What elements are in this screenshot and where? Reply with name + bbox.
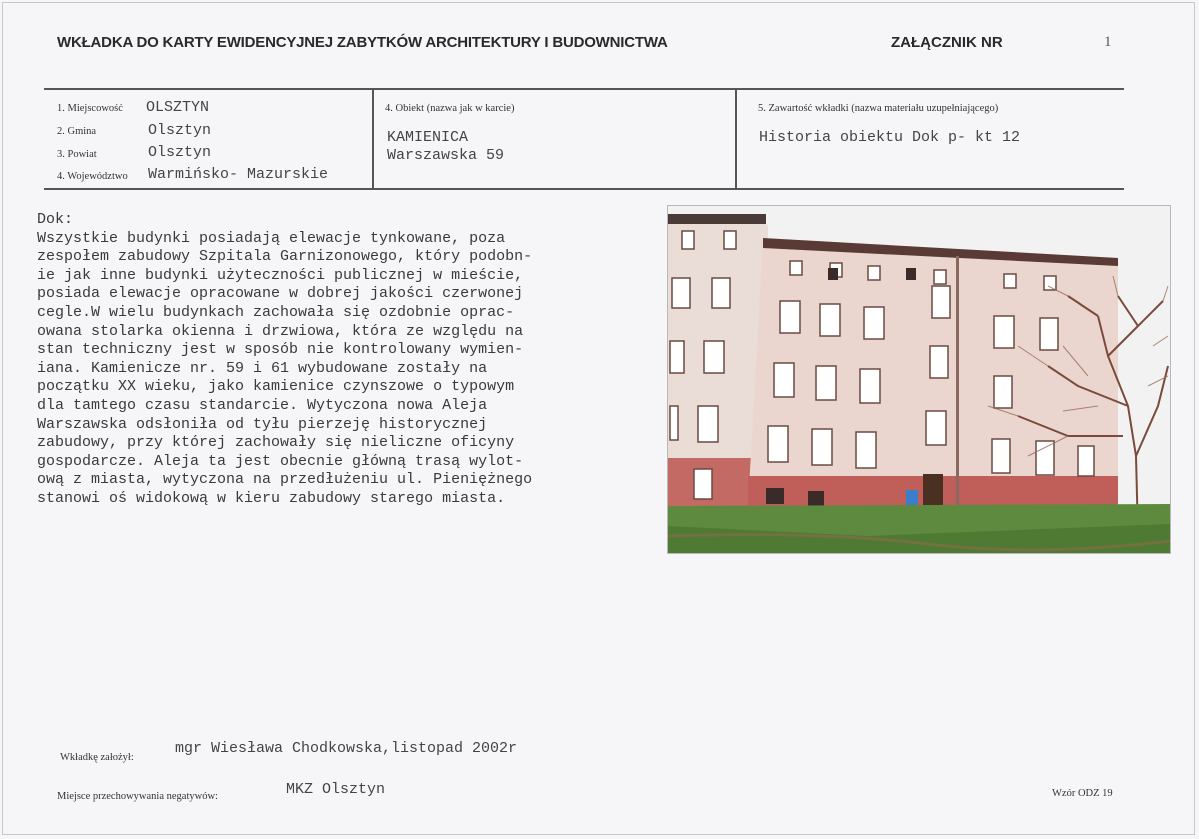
object-address: Warszawska 59: [387, 147, 505, 164]
contents-label: 5. Zawartość wkładki (nazwa materiału uzupełniającego): [758, 103, 999, 114]
author-value: mgr Wiesława Chodkowska,listopad 2002r: [175, 740, 518, 757]
object-label: 4. Obiekt (nazwa jak w karcie): [385, 103, 515, 114]
voivodeship-label: 4. Województwo: [57, 171, 128, 182]
commune-value: Olsztyn: [148, 122, 212, 139]
storage-value: MKZ Olsztyn: [286, 781, 386, 798]
building-photo: [668, 206, 1170, 553]
column-divider-2: [735, 88, 737, 190]
commune-label: 2. Gmina: [57, 126, 97, 137]
form-title: WKŁADKA DO KARTY EWIDENCYJNEJ ZABYTKÓW ARCHITEKTURY I BUDOWNICTWA: [57, 34, 668, 51]
header-divider-top: [44, 88, 1124, 90]
storage-label: Miejsce przechowywania negatywów:: [57, 791, 218, 802]
contents-value: Historia obiektu Dok p- kt 12: [759, 129, 1021, 146]
object-name: KAMIENICA: [387, 129, 469, 146]
town-value: OLSZTYN: [146, 99, 210, 116]
annex-label: ZAŁĄCZNIK NR: [891, 34, 1003, 51]
county-label: 3. Powiat: [57, 149, 97, 160]
form-code: Wzór ODZ 19: [1052, 788, 1113, 799]
page-number: 1: [1104, 34, 1112, 50]
column-divider-1: [372, 88, 374, 190]
description-text: Dok: Wszystkie budynki posiadają elewacje tynkowane, poza zespołem zabudowy Szpitala Garnizonowego, który podobn- ie jak inne budynki użyteczności publicznej w mieście, posiada elewacje opracowane w dobrej jakości czerwonej cegle.W wielu budynkach zachowała się ozdobnie oprac- owana stolarka okienna i drzwiowa, która ze względu na stan techniczny jest w sposób nie kontrolowany wymien- iana. Kamienicze nr. 59 i 61 wybudowane zostały na początku XX wieku, jako kamienice czynszowe o typowym dla tamtego czasu standarcie. Wytyczona nowa Aleja Warszawska odsłoniła od tyłu pierzeję historycznej zabudowy, przy której zachowały się nieliczne oficyny gospodarcze. Aleja ta jest obecnie główną trasą wylot- ową z miasta, wytyczona na przedłużeniu ul. Pieniężnego stanowi oś widokową w kieru zabudowy starego miasta.: [37, 211, 533, 507]
author-label: Wkładkę założył:: [60, 752, 134, 763]
voivodeship-value: Warmińsko- Mazurskie: [148, 166, 329, 183]
town-label: 1. Miejscowość: [57, 103, 123, 114]
header-divider-bottom: [44, 188, 1124, 190]
county-value: Olsztyn: [148, 144, 212, 161]
